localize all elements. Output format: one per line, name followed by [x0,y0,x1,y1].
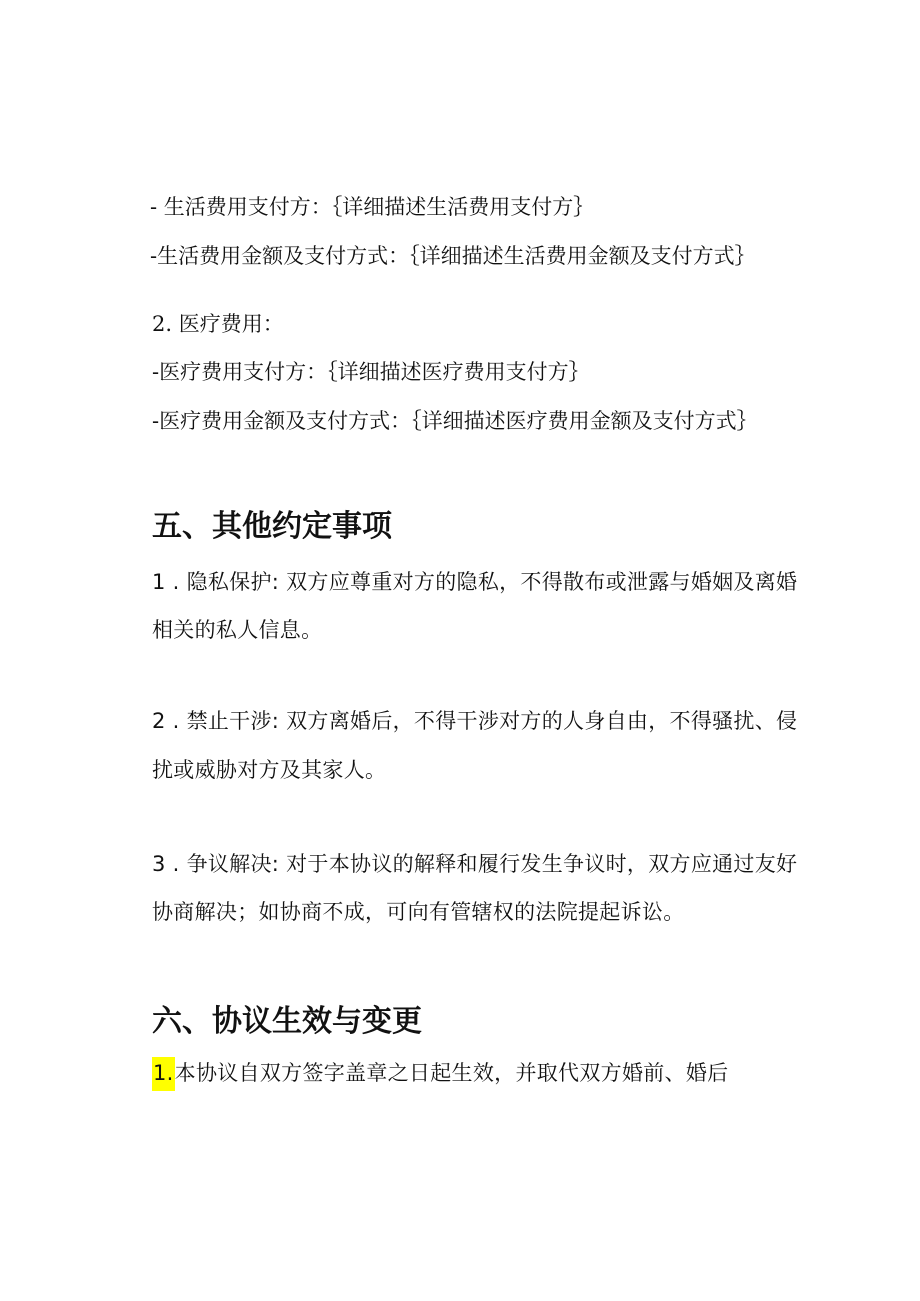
section-5-item-2-line-1: 2 . 禁止干涉: 双方离婚后，不得干涉对方的人身自由，不得骚扰、侵 [152,709,798,733]
section-5-item-1-line-2: 相关的私人信息。 [152,618,323,642]
section-5-item-3-line-2: 协商解决；如协商不成，可向有管辖权的法院提起诉讼。 [152,900,685,924]
section-5-item-1-line-1: 1 . 隐私保护: 双方应尊重对方的隐私，不得散布或泄露与婚姻及离婚 [152,570,798,594]
section-5-item-2-line-2: 扰或威胁对方及其家人。 [152,758,387,782]
section-5-heading: 五、其他约定事项 [152,509,392,544]
section-6-item-1-text: 本协议自双方签字盖章之日起生效，并取代双方婚前、婚后 [174,1061,729,1085]
highlighted-item-number: 1. [152,1057,175,1091]
living-expense-payer: - 生活费用支付方：｛详细描述生活费用支付方｝ [150,195,595,219]
medical-expense-payer: -医疗费用支付方：｛详细描述医疗费用支付方｝ [152,360,590,384]
section-6-heading: 六、协议生效与变更 [152,1004,422,1039]
medical-expense-amount-method: -医疗费用金额及支付方式：｛详细描述医疗费用金额及支付方式｝ [152,409,758,433]
living-expense-amount-method: -生活费用金额及支付方式：｛详细描述生活费用金额及支付方式｝ [150,244,756,268]
section-5-item-3-line-1: 3 . 争议解决: 对于本协议的解释和履行发生争议时，双方应通过友好 [152,852,798,876]
medical-expense-title: 2. 医疗费用： [152,312,284,336]
section-6-item-1 [152,1061,728,1086]
